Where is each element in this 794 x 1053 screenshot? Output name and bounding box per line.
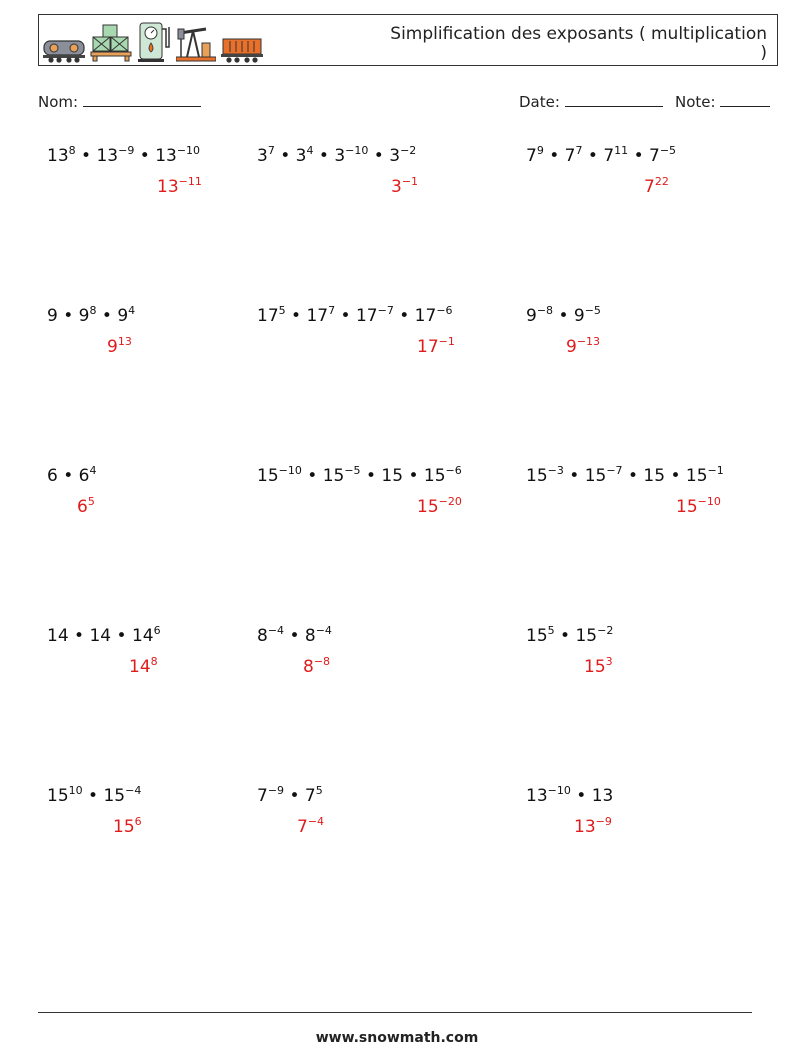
problem-answer: $15^3$	[584, 655, 613, 677]
cargo-crates-icon	[90, 23, 132, 63]
problem-answer: $15^{-20}$	[417, 495, 462, 517]
problem-answer: $9^{-13}$	[566, 335, 601, 357]
name-blank[interactable]	[83, 92, 201, 107]
problem-expression: $17^5$ • $17^7$ • $17^{-7}$ • $17^{-6}$	[257, 304, 453, 326]
worksheet-header	[38, 14, 778, 66]
oil-pumpjack-icon	[176, 23, 216, 63]
problem-answer: $8^{-8}$	[303, 655, 331, 677]
problem-expression: 14 • 14 • $14^6$	[47, 624, 161, 646]
problem-expression: $13^8$ • $13^{-9}$ • $13^{-10}$	[47, 144, 201, 166]
name-label: Nom:	[38, 93, 79, 111]
problem-answer: $13^{-11}$	[157, 175, 202, 197]
worksheet-title: Simplification des exposants ( multiplication )	[390, 24, 767, 63]
problem-expression: $7^9$ • $7^7$ • $7^{11}$ • $7^{-5}$	[526, 144, 677, 166]
problem-answer: $7^{-4}$	[297, 815, 325, 837]
freight-wagon-icon	[220, 35, 264, 63]
problem-expression: $3^7$ • $3^4$ • $3^{-10}$ • $3^{-2}$	[257, 144, 417, 166]
name-field	[38, 92, 201, 111]
score-label: Note:	[675, 93, 716, 111]
problem-answer: $3^{-1}$	[391, 175, 419, 197]
problem-answer: $6^5$	[77, 495, 95, 517]
problem-expression: $15^{10}$ • $15^{-4}$	[47, 784, 142, 806]
date-field	[519, 92, 663, 111]
date-label: Date:	[519, 93, 560, 111]
problem-answer: $15^{-10}$	[676, 495, 721, 517]
footer-divider	[38, 1012, 752, 1013]
fuel-pump-icon	[136, 19, 172, 63]
date-blank[interactable]	[565, 92, 663, 107]
footer-url: www.snowmath.com	[315, 1030, 479, 1046]
problem-expression: $8^{-4}$ • $8^{-4}$	[257, 624, 332, 646]
problem-expression: $15^{-3}$ • $15^{-7}$ • 15 • $15^{-1}$	[526, 464, 724, 486]
problem-answer: $17^{-1}$	[417, 335, 455, 357]
problem-answer: $7^{22}$	[644, 175, 669, 197]
problem-expression: $7^{-9}$ • $7^5$	[257, 784, 323, 806]
header-icons	[42, 19, 264, 63]
problem-expression: $15^5$ • $15^{-2}$	[526, 624, 614, 646]
problem-expression: $13^{-10}$ • 13	[526, 784, 614, 806]
problem-expression: 9 • $9^8$ • $9^4$	[47, 304, 136, 326]
score-field	[675, 92, 770, 111]
problem-expression: $15^{-10}$ • $15^{-5}$ • 15 • $15^{-6}$	[257, 464, 462, 486]
problem-expression: $9^{-8}$ • $9^{-5}$	[526, 304, 601, 326]
problem-answer: $13^{-9}$	[574, 815, 612, 837]
problem-answer: $14^8$	[129, 655, 158, 677]
tank-wagon-icon	[42, 35, 86, 63]
problem-answer: $15^6$	[113, 815, 142, 837]
score-blank[interactable]	[720, 92, 770, 107]
problem-expression: 6 • $6^4$	[47, 464, 97, 486]
problem-answer: $9^{13}$	[107, 335, 132, 357]
